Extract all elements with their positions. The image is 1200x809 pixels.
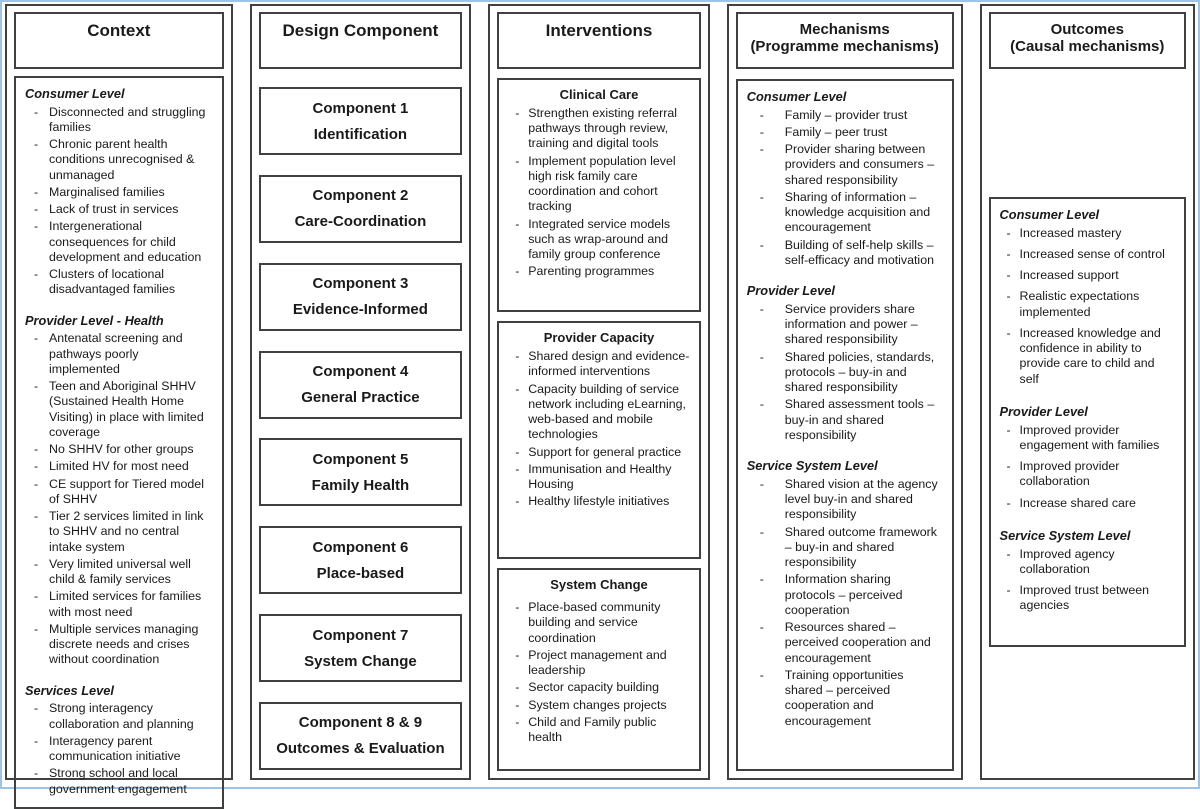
outcomes-top-spacer <box>989 69 1186 197</box>
bullet-list <box>25 331 213 667</box>
component-box-3 <box>259 263 463 331</box>
component-box-8-9 <box>259 702 463 770</box>
section-heading: Provider Level <box>999 403 1088 419</box>
bullet-item: - Integrated service models such as wrap-around and family group conference <box>508 217 690 263</box>
mechanisms-body <box>736 79 954 771</box>
section-heading: Provider Level <box>746 283 835 299</box>
bullet-item: - Increased mastery <box>1000 226 1175 241</box>
component-number: Component 8 & 9 <box>298 714 423 732</box>
bullet-item: - Strong school and local government engagement <box>25 766 213 797</box>
bullet-item: - Child and Family public health <box>508 715 690 746</box>
component-name: Family Health <box>311 476 410 494</box>
bullet-list <box>25 105 213 298</box>
mechanisms-content-box <box>736 79 954 771</box>
context-content-box <box>14 76 224 809</box>
bullet-item: - Disconnected and struggling families <box>25 105 213 136</box>
context-section-provider-level <box>25 313 213 668</box>
component-number: Component 2 <box>312 187 409 205</box>
bullet-list <box>508 106 690 280</box>
bullet-item: - Parenting programmes <box>508 264 690 279</box>
section-heading: Consumer Level <box>999 207 1100 222</box>
component-name: Outcomes & Evaluation <box>276 740 445 758</box>
bullet-item: - Resources shared – perceived cooperation and encouragement <box>747 620 943 666</box>
bullet-list <box>747 108 943 269</box>
column-outcomes <box>980 4 1195 780</box>
bullet-item: - Realistic expectations implemented <box>1000 289 1175 320</box>
outcomes-section-consumer-level <box>1000 207 1175 387</box>
bullet-item: - Strengthen existing referral pathways through review, training and digital tools <box>508 106 690 152</box>
bullet-item: - Family – provider trust <box>747 108 943 123</box>
component-name: Identification <box>313 125 408 143</box>
component-box-6 <box>259 526 463 594</box>
bullet-item: - Provider sharing between providers and consumers – shared responsibility <box>747 142 943 188</box>
bullet-list <box>747 477 943 729</box>
bullet-item: - Increased knowledge and confidence in ability to provide care to child and self <box>1000 326 1175 387</box>
bullet-item: - Implement population level high risk family care coordination and cohort tracking <box>508 154 690 215</box>
bullet-list <box>1000 226 1175 387</box>
bullet-item: - Strong interagency collaboration and planning <box>25 701 213 732</box>
bullet-item: - Teen and Aboriginal SHHV (Sustained Health Home Visiting) in place with limited coverage <box>25 379 213 440</box>
interventions-title: Interventions <box>545 21 653 40</box>
bullet-item: - Shared policies, standards, protocols – buy-in and shared responsibility <box>747 350 943 396</box>
bullet-item: - Shared vision at the agency level buy-in and shared responsibility <box>747 477 943 523</box>
bullet-item: - Immunisation and Healthy Housing <box>508 462 690 493</box>
bullet-item: - Improved trust between agencies <box>1000 583 1175 614</box>
interventions-clinical-care-box <box>497 78 701 312</box>
interventions-provider-capacity-box <box>497 321 701 559</box>
bullet-item: - Shared outcome framework – buy-in and shared responsibility <box>747 525 943 571</box>
outcomes-content-box <box>989 197 1186 647</box>
outcomes-header-box <box>989 12 1186 69</box>
section-heading: Clinical Care <box>559 87 639 102</box>
component-box-4 <box>259 351 463 419</box>
column-mechanisms <box>727 4 963 780</box>
component-name: General Practice <box>301 389 420 407</box>
bullet-item: - Marginalised families <box>25 185 213 200</box>
bullet-item: - Improved provider engagement with families <box>1000 423 1175 454</box>
mechanisms-header-box <box>736 12 954 69</box>
bullet-list <box>508 349 690 510</box>
interventions-body <box>497 78 701 771</box>
context-section-consumer-level <box>25 86 213 298</box>
section-heading: Consumer Level <box>746 89 847 104</box>
mechanisms-title-line1: Mechanisms <box>799 21 890 38</box>
component-number: Component 1 <box>312 99 409 117</box>
interventions-system-change-box <box>497 568 701 771</box>
bullet-list <box>1000 547 1175 614</box>
context-header-box <box>14 12 224 69</box>
component-box-2 <box>259 175 463 243</box>
context-section-services-level <box>25 683 213 797</box>
bullet-item: - Healthy lifestyle initiatives <box>508 494 690 509</box>
bullet-item: - System changes projects <box>508 698 690 713</box>
bullet-item: - Lack of trust in services <box>25 202 213 217</box>
section-heading: Services Level <box>25 682 114 698</box>
bullet-item: - Sector capacity building <box>508 680 690 695</box>
mechanisms-title-line2: (Programme mechanisms) <box>750 38 939 56</box>
component-name: Evidence-Informed <box>292 301 428 319</box>
bullet-item: - Antenatal screening and pathways poorly implemented <box>25 331 213 377</box>
section-heading: Service System Level <box>999 527 1131 543</box>
diagram-columns <box>5 4 1195 796</box>
bullet-item: - Increased sense of control <box>1000 247 1175 262</box>
context-body <box>14 76 224 796</box>
section-heading: Consumer Level <box>25 86 125 101</box>
design-body <box>259 87 463 771</box>
component-name: Care-Coordination <box>294 213 427 231</box>
component-number: Component 4 <box>312 363 409 381</box>
section-heading: Provider Level - Health <box>25 312 164 328</box>
column-interventions <box>488 4 710 780</box>
context-title: Context <box>87 21 151 40</box>
component-number: Component 7 <box>312 626 409 644</box>
bullet-item: - Improved provider collaboration <box>1000 459 1175 490</box>
component-name: Place-based <box>316 564 405 582</box>
bullet-item: - CE support for Tiered model of SHHV <box>25 477 213 508</box>
bullet-item: - Multiple services managing discrete needs and crises without coordination <box>25 622 213 668</box>
outcomes-body <box>989 69 1186 771</box>
column-context <box>5 4 233 796</box>
outcomes-title-line2: (Causal mechanisms) <box>1010 38 1165 56</box>
column-design-component <box>250 4 472 780</box>
bullet-item: - Building of self-help skills – self-efficacy and motivation <box>747 238 943 269</box>
bullet-item: - Clusters of locational disadvantaged families <box>25 267 213 298</box>
interventions-header-box <box>497 12 701 69</box>
component-number: Component 6 <box>312 538 409 556</box>
component-box-1 <box>259 87 463 155</box>
component-name: System Change <box>304 652 417 670</box>
bullet-item: - Place-based community building and service coordination <box>508 600 690 646</box>
outcomes-section-service-system-level <box>1000 528 1175 614</box>
bullet-item: - Shared design and evidence-informed interventions <box>508 349 690 380</box>
bullet-item: - Limited services for families with most need <box>25 589 213 620</box>
mechanisms-section-service-system-level <box>747 458 943 729</box>
bullet-item: - Interagency parent communication initiative <box>25 734 213 765</box>
bullet-item: - Project management and leadership <box>508 648 690 679</box>
bullet-item: - No SHHV for other groups <box>25 442 213 457</box>
bullet-list <box>508 600 690 745</box>
outcomes-title-line1: Outcomes <box>1050 21 1124 38</box>
bullet-item: - Increased support <box>1000 268 1175 283</box>
outcomes-section-provider-level <box>1000 404 1175 511</box>
mechanisms-section-provider-level <box>747 283 943 443</box>
design-title: Design Component <box>282 21 439 40</box>
design-header-box <box>259 12 463 69</box>
bullet-item: - Improved agency collaboration <box>1000 547 1175 578</box>
component-number: Component 5 <box>312 450 409 468</box>
bullet-item: - Limited HV for most need <box>25 459 213 474</box>
bullet-item: - Intergenerational consequences for child development and education <box>25 219 213 265</box>
bullet-item: - Tier 2 services limited in link to SHHV and no central intake system <box>25 509 213 555</box>
section-heading: Provider Capacity <box>543 330 655 346</box>
bullet-item: - Training opportunities shared – perceived cooperation and encouragement <box>747 668 943 729</box>
bullet-list <box>747 302 943 443</box>
bullet-list <box>25 701 213 797</box>
section-heading: Service System Level <box>746 458 878 474</box>
bullet-item: - Support for general practice <box>508 445 690 460</box>
bullet-list <box>1000 423 1175 511</box>
bullet-item: - Increase shared care <box>1000 496 1175 511</box>
component-box-5 <box>259 438 463 506</box>
component-number: Component 3 <box>312 275 409 293</box>
bullet-item: - Shared assessment tools – buy-in and shared responsibility <box>747 397 943 443</box>
bullet-item: - Capacity building of service network including eLearning, web-based and mobile technologies <box>508 382 690 443</box>
bullet-item: - Service providers share information and power – shared responsibility <box>747 302 943 348</box>
bullet-item: - Information sharing protocols – perceived cooperation <box>747 572 943 618</box>
section-heading: System Change <box>550 577 648 593</box>
bullet-item: - Chronic parent health conditions unrecognised & unmanaged <box>25 137 213 183</box>
component-box-7 <box>259 614 463 682</box>
mechanisms-section-consumer-level <box>747 89 943 268</box>
bullet-item: - Sharing of information – knowledge acquisition and encouragement <box>747 190 943 236</box>
bullet-item: - Very limited universal well child & family services <box>25 557 213 588</box>
bullet-item: - Family – peer trust <box>747 125 943 140</box>
